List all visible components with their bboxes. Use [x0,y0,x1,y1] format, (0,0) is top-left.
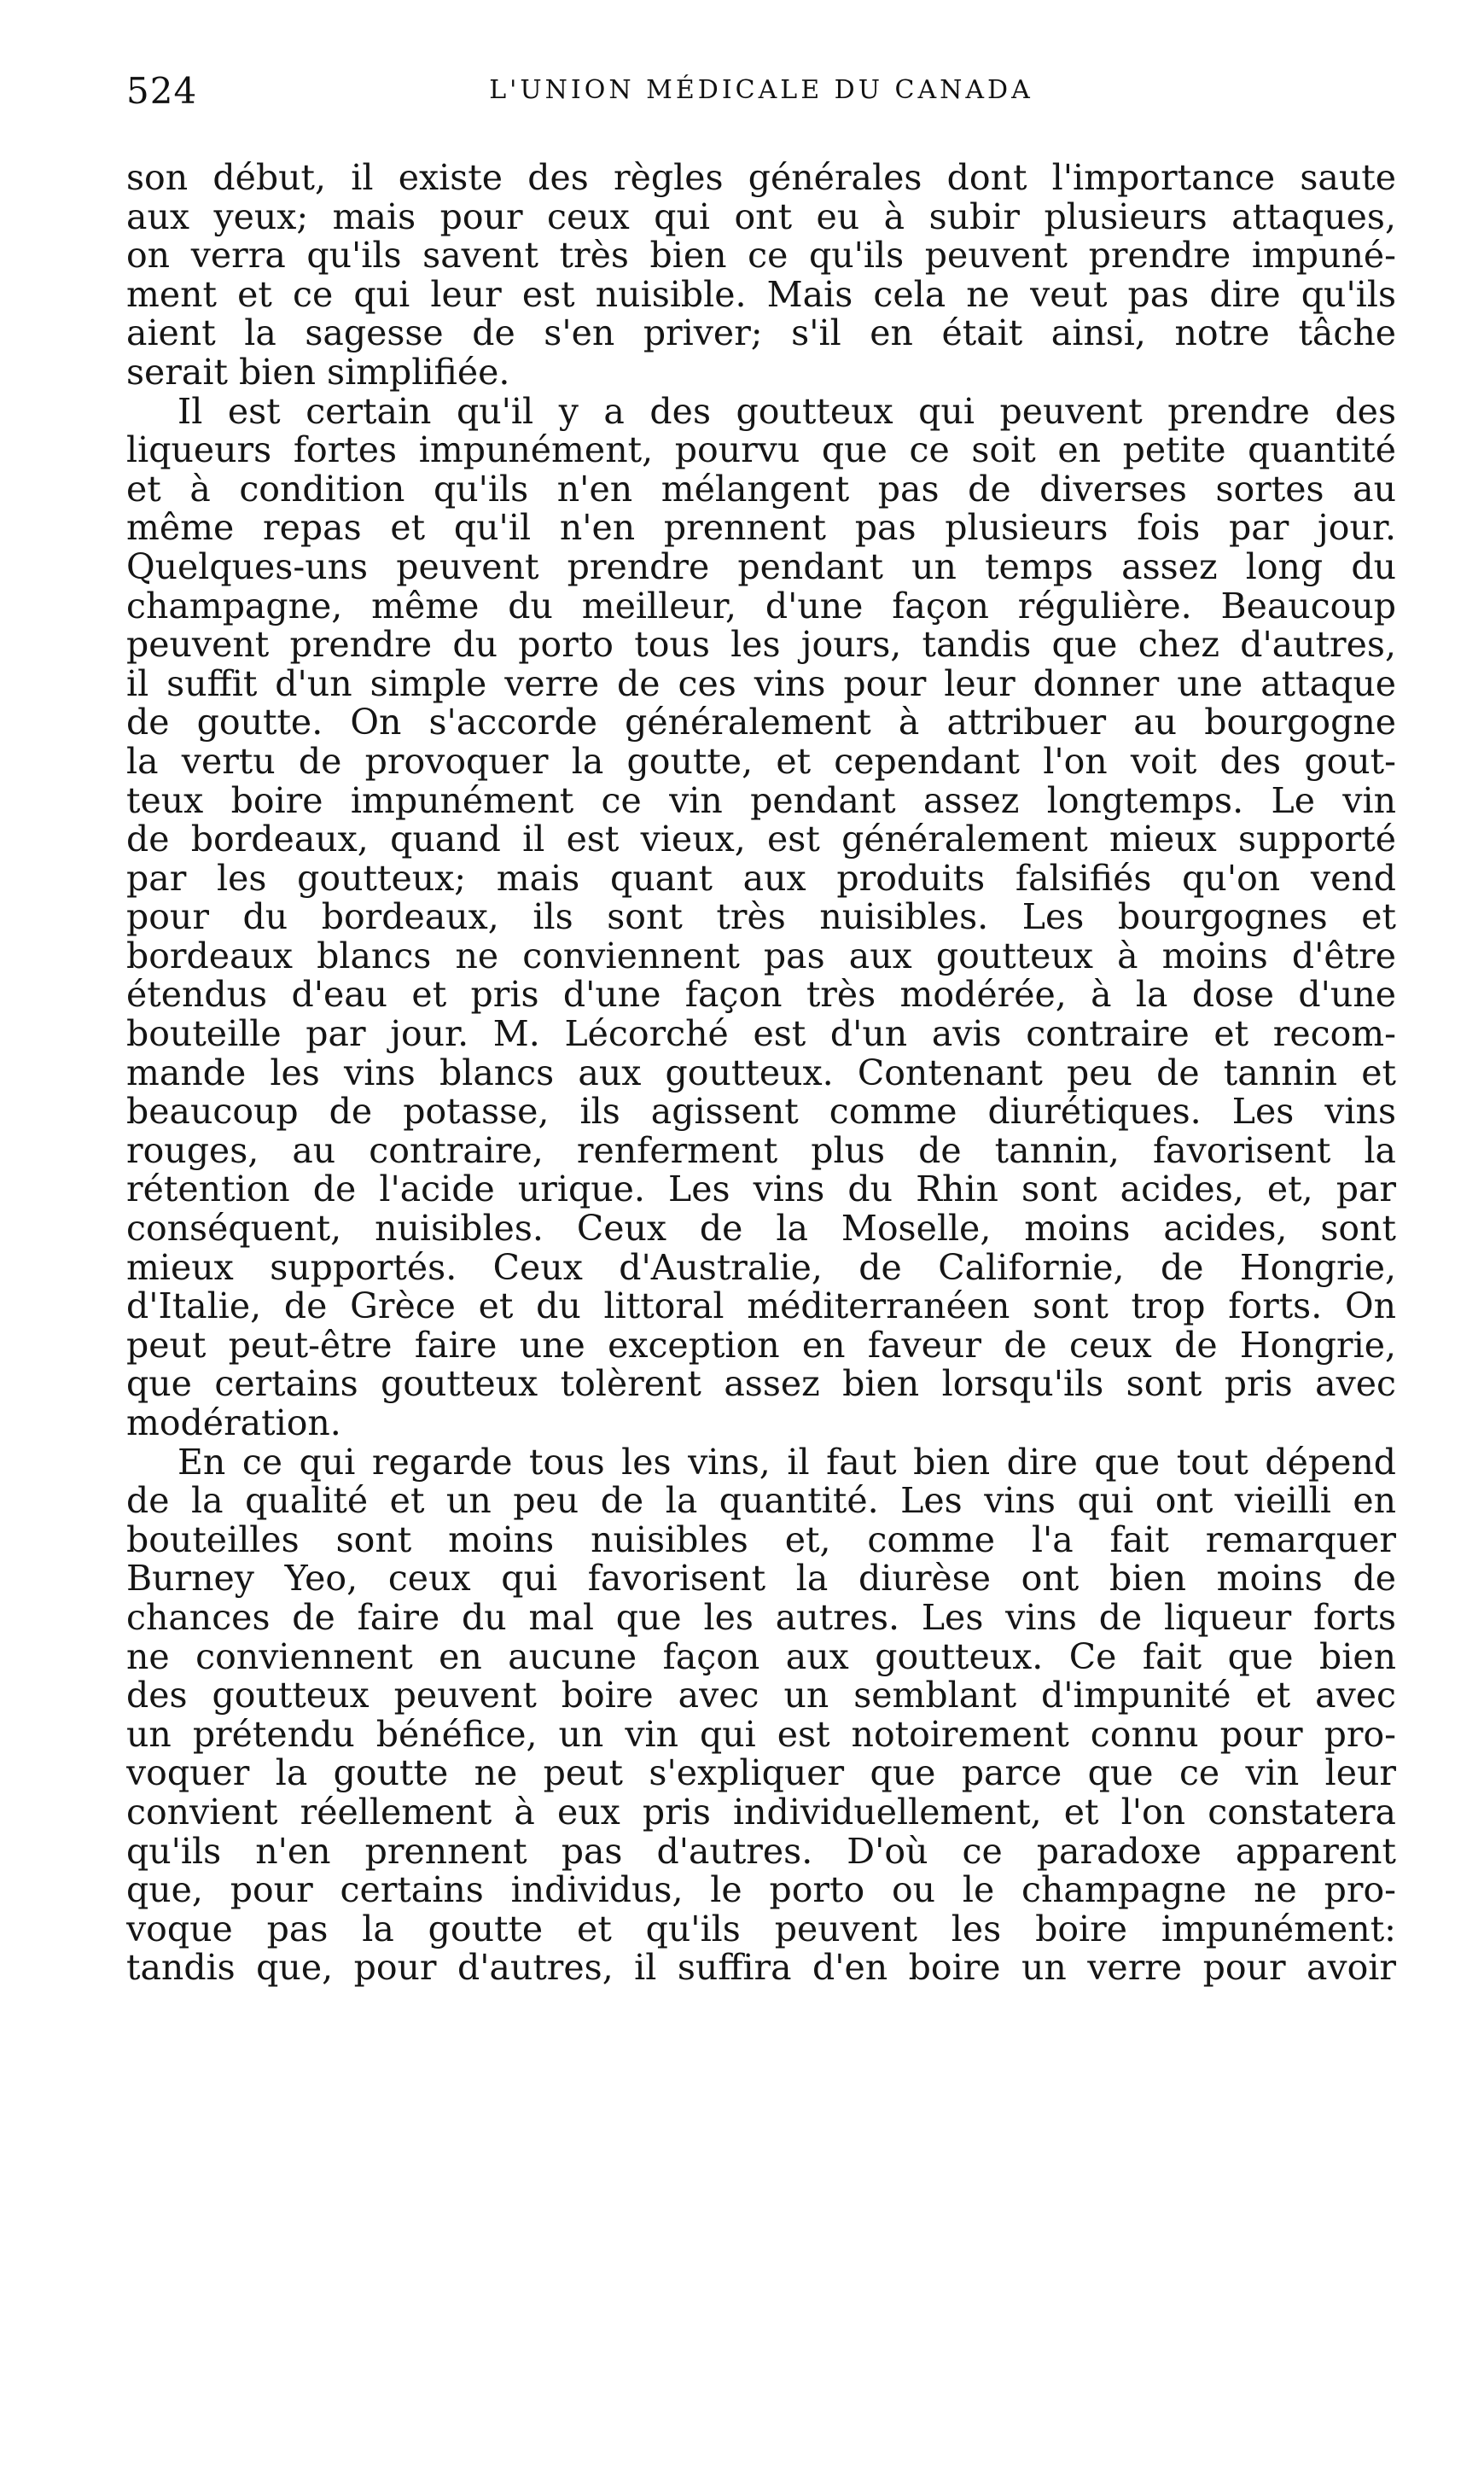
text-line: on verra qu'ils savent très bien ce qu'ils peuvent prendre impuné- [126,236,1396,276]
text-line: par les goutteux; mais quant aux produits falsifiés qu'on vend [126,859,1396,899]
text-line: de goutte. On s'accorde généralement à attribuer au bourgogne [126,703,1396,743]
text-line: Il est certain qu'il y a des goutteux qui peuvent prendre des [177,392,1396,432]
body-text [126,159,1396,1988]
text-line: peut peut-être faire une exception en faveur de ceux de Hongrie, [126,1326,1396,1366]
text-line: peuvent prendre du porto tous les jours, tandis que chez d'autres, [126,626,1396,665]
text-line: rouges, au contraire, renferment plus de tannin, favorisent la [126,1131,1396,1171]
text-line: d'Italie, de Grèce et du littoral méditerranéen sont trop forts. On [126,1287,1396,1326]
text-line: chances de faire du mal que les autres. Les vins de liqueur forts [126,1598,1396,1638]
text-line: même repas et qu'il n'en prennent pas plusieurs fois par jour. [126,509,1396,548]
text-line: bouteille par jour. M. Lécorché est d'un avis contraire et recom- [126,1015,1396,1054]
text-line: Quelques-uns peuvent prendre pendant un temps assez long du [126,547,1396,587]
text-line: voque pas la goutte et qu'ils peuvent les boire impunément: [126,1909,1396,1949]
text-line: voquer la goutte ne peut s'expliquer que parce que ce vin leur [126,1754,1396,1793]
text-line: tandis que, pour d'autres, il suffira d'en boire un verre pour avoir [126,1949,1396,1988]
text-line: que, pour certains individus, le porto ou le champagne ne pro- [126,1871,1396,1910]
text-line: étendus d'eau et pris d'une façon très modérée, à la dose d'une [126,976,1396,1016]
text-line: des goutteux peuvent boire avec un semblant d'impunité et avec [126,1676,1396,1716]
text-line: rétention de l'acide urique. Les vins du Rhin sont acides, et, par [126,1170,1396,1210]
text-line: de bordeaux, quand il est vieux, est généralement mieux supporté [126,820,1396,860]
text-line: mande les vins blancs aux goutteux. Contenant peu de tannin et [126,1053,1396,1093]
text-line: beaucoup de potasse, ils agissent comme diurétiques. Les vins [126,1093,1396,1132]
text-line: teux boire impunément ce vin pendant assez longtemps. Le vin [126,781,1396,821]
running-header [126,70,1396,121]
text-line: aient la sagesse de s'en priver; s'il en était ainsi, notre tâche [126,314,1396,353]
text-line: aux yeux; mais pour ceux qui ont eu à subir plusieurs attaques, [126,197,1396,237]
text-line: modération. [126,1404,341,1443]
text-line: convient réellement à eux pris individuellement, et l'on constatera [126,1792,1396,1833]
text-line: champagne, même du meilleur, d'une façon régulière. Beaucoup [126,586,1396,626]
text-line: serait bien simplifiée. [126,353,510,393]
text-line: Burney Yeo, ceux qui favorisent la diurèse ont bien moins de [126,1559,1396,1599]
text-line: ment et ce qui leur est nuisible. Mais cela ne veut pas dire qu'ils [126,275,1396,315]
text-line: ne conviennent en aucune façon aux goutteux. Ce fait que bien [126,1637,1396,1677]
text-line: bouteilles sont moins nuisibles et, comme l'a fait remarquer [126,1520,1396,1560]
text-line: En ce qui regarde tous les vins, il faut bien dire que tout dépend [177,1442,1396,1483]
text-line: pour du bordeaux, ils sont très nuisibles. Les bourgognes et [126,898,1396,937]
text-line: bordeaux blancs ne conviennent pas aux goutteux à moins d'être [126,936,1396,976]
text-line: conséquent, nuisibles. Ceux de la Moselle, moins acides, sont [126,1209,1396,1249]
text-line: que certains goutteux tolèrent assez bien lorsqu'ils sont pris avec [126,1365,1396,1404]
text-line: la vertu de provoquer la goutte, et cependant l'on voit des gout- [126,742,1396,782]
text-line: mieux supportés. Ceux d'Australie, de Californie, de Hongrie, [126,1248,1396,1288]
text-line: il suffit d'un simple verre de ces vins pour leur donner une attaque [126,664,1396,704]
text-line: liqueurs fortes impunément, pourvu que ce soit en petite quantité [126,431,1396,470]
text-line: de la qualité et un peu de la quantité. Les vins qui ont vieilli en [126,1482,1396,1521]
text-line: son début, il existe des règles générales dont l'importance saute [126,159,1396,198]
page-number: 524 [126,70,198,112]
journal-title: L'UNION MÉDICALE DU CANADA [489,75,1033,105]
text-line: et à condition qu'ils n'en mélangent pas de diverses sortes au [126,469,1396,510]
text-line: un prétendu bénéfice, un vin qui est notoirement connu pour pro- [126,1715,1396,1755]
text-line: qu'ils n'en prennent pas d'autres. D'où ce paradoxe apparent [126,1832,1396,1872]
